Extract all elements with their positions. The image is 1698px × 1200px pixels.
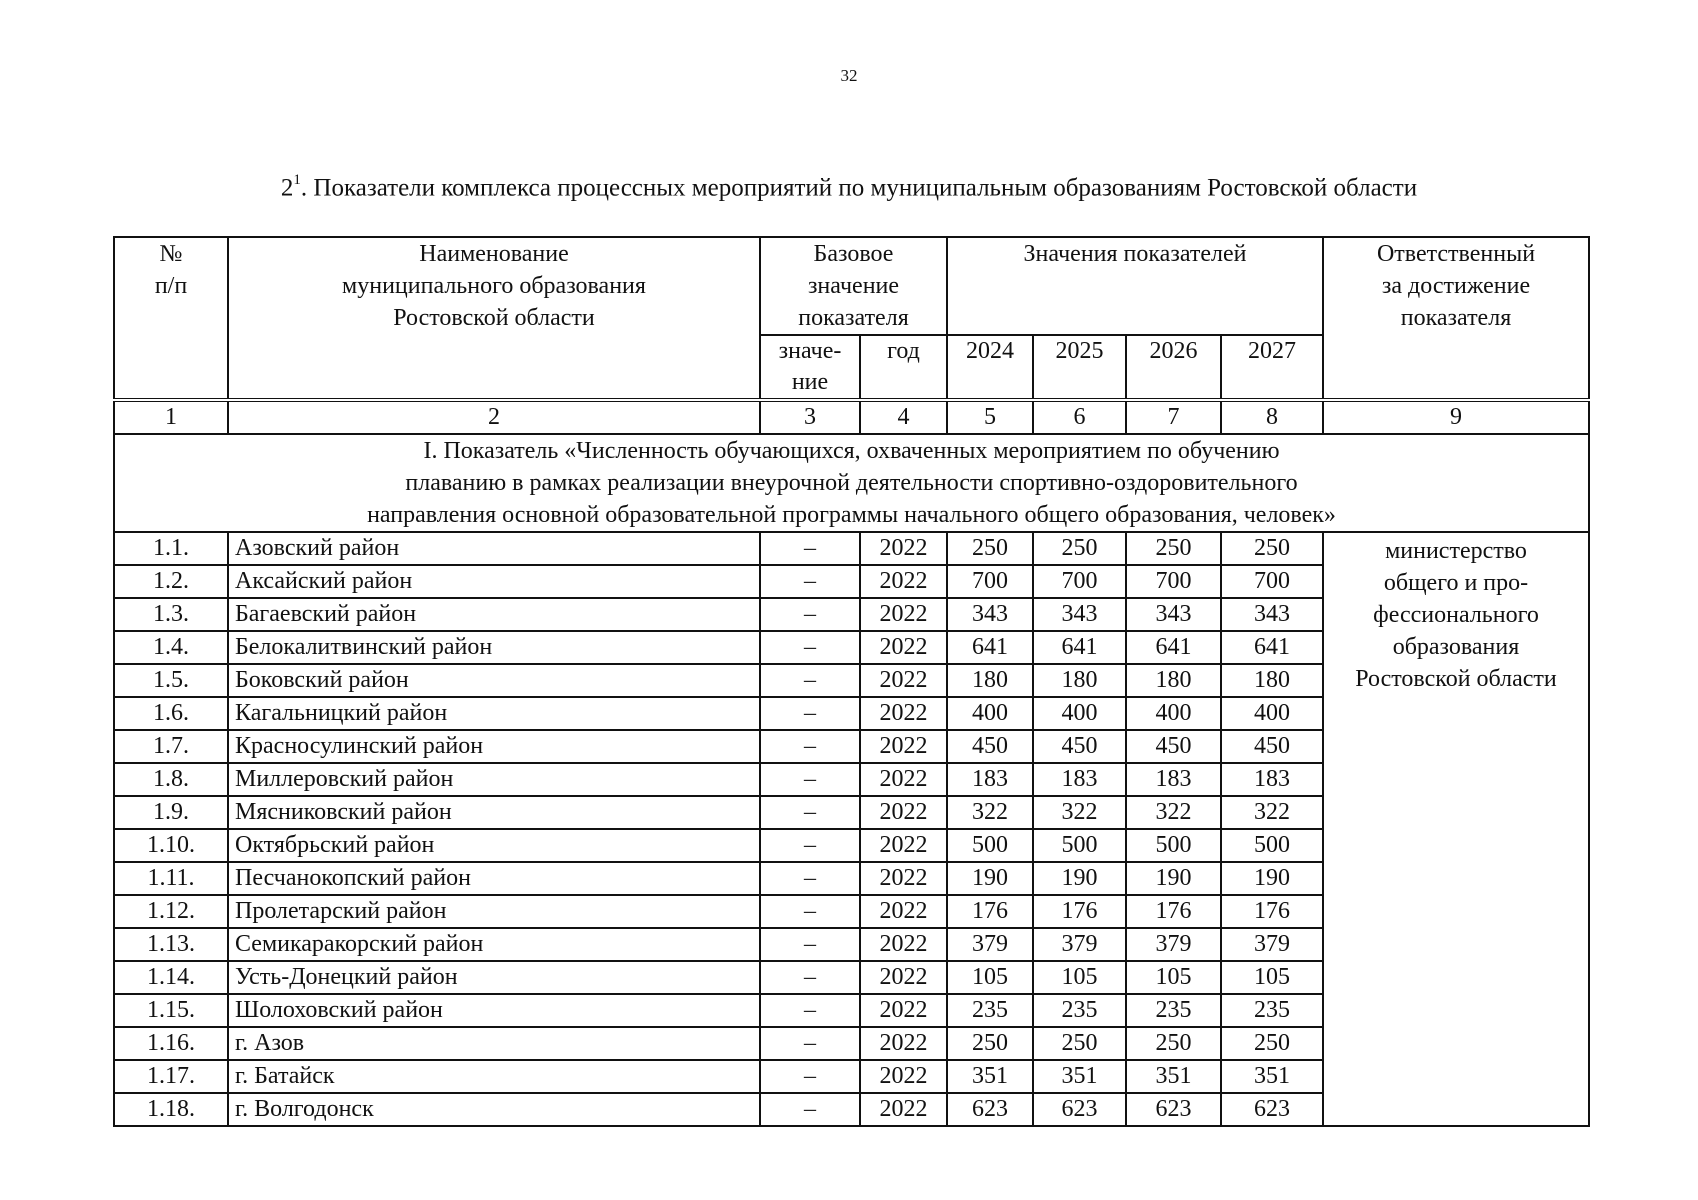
row-base-value-cell: – xyxy=(760,730,860,763)
row-value-2024-cell: 322 xyxy=(947,796,1033,829)
page-number: 32 xyxy=(840,66,858,85)
column-numbers-row xyxy=(114,400,1589,434)
header-responsible-cell xyxy=(1323,237,1589,400)
row-base-year-cell: 2022 xyxy=(860,1093,947,1126)
responsible-line1: министерство xyxy=(1385,538,1527,564)
row-value-2027-cell: 235 xyxy=(1221,994,1323,1027)
row-base-year-cell: 2022 xyxy=(860,631,947,664)
row-base-value-cell: – xyxy=(760,664,860,697)
section-heading-line2: плаванию в рамках реализации внеурочной деятельности спортивно-оздоровительного xyxy=(405,470,1298,496)
section-heading xyxy=(114,434,1589,532)
row-name-cell: г. Волгодонск xyxy=(228,1093,760,1126)
row-name-cell: Миллеровский район xyxy=(228,763,760,796)
row-base-value-cell: – xyxy=(760,928,860,961)
row-value-2024-cell: 235 xyxy=(947,994,1033,1027)
row-value-2026-cell: 379 xyxy=(1126,928,1221,961)
row-name-cell: Кагальницкий район xyxy=(228,697,760,730)
header-number-line2: п/п xyxy=(154,273,188,299)
row-value-2024-cell: 500 xyxy=(947,829,1033,862)
row-name-cell: Усть-Донецкий район xyxy=(228,961,760,994)
row-value-2024-cell: 700 xyxy=(947,565,1033,598)
header-responsible-line3: показателя xyxy=(1400,305,1512,331)
column-number: 6 xyxy=(1033,400,1126,434)
column-number: 9 xyxy=(1323,400,1589,434)
header-number-line1: № xyxy=(159,241,183,267)
row-name-cell: г. Батайск xyxy=(228,1060,760,1093)
row-value-2026-cell: 623 xyxy=(1126,1093,1221,1126)
row-number-cell: 1.16. xyxy=(114,1027,228,1060)
section-heading-line1: I. Показатель «Численность обучающихся, охваченных мероприятием по обучению xyxy=(423,438,1280,464)
row-number-cell: 1.5. xyxy=(114,664,228,697)
row-value-2026-cell: 343 xyxy=(1126,598,1221,631)
row-base-year-cell: 2022 xyxy=(860,961,947,994)
row-value-2024-cell: 623 xyxy=(947,1093,1033,1126)
row-value-2025-cell: 500 xyxy=(1033,829,1126,862)
row-value-2026-cell: 250 xyxy=(1126,532,1221,565)
table-body xyxy=(114,400,1589,1126)
row-name-cell: Белокалитвинский район xyxy=(228,631,760,664)
row-value-2027-cell: 700 xyxy=(1221,565,1323,598)
row-base-value-cell: – xyxy=(760,763,860,796)
responsible-line5: Ростовской области xyxy=(1355,666,1557,692)
header-year-2024: 2024 xyxy=(947,335,1033,400)
header-values-cell: Значения показателей xyxy=(947,237,1323,335)
row-number-cell: 1.6. xyxy=(114,697,228,730)
row-base-year-cell: 2022 xyxy=(860,697,947,730)
row-number-cell: 1.9. xyxy=(114,796,228,829)
row-name-cell: Багаевский район xyxy=(228,598,760,631)
row-value-2027-cell: 623 xyxy=(1221,1093,1323,1126)
row-number-cell: 1.2. xyxy=(114,565,228,598)
row-base-year-cell: 2022 xyxy=(860,532,947,565)
row-value-2027-cell: 176 xyxy=(1221,895,1323,928)
row-base-year-cell: 2022 xyxy=(860,829,947,862)
responsible-cell xyxy=(1323,532,1589,1126)
title-prefix: 2 xyxy=(280,174,294,202)
row-base-value-cell: – xyxy=(760,1093,860,1126)
row-name-cell: Песчанокопский район xyxy=(228,862,760,895)
row-value-2025-cell: 183 xyxy=(1033,763,1126,796)
row-base-value-cell: – xyxy=(760,1027,860,1060)
row-name-cell: г. Азов xyxy=(228,1027,760,1060)
row-name-cell: Азовский район xyxy=(228,532,760,565)
column-number: 7 xyxy=(1126,400,1221,434)
row-number-cell: 1.14. xyxy=(114,961,228,994)
row-base-value-cell: – xyxy=(760,994,860,1027)
header-name-line2: муниципального образования xyxy=(342,273,646,299)
title-text: . Показатели комплекса процессных мероприятий по муниципальным образованиям Ростовской области xyxy=(300,174,1418,202)
row-base-value-cell: – xyxy=(760,895,860,928)
row-base-value-cell: – xyxy=(760,829,860,862)
row-value-2025-cell: 379 xyxy=(1033,928,1126,961)
table-row xyxy=(114,532,1589,565)
row-value-2027-cell: 183 xyxy=(1221,763,1323,796)
row-value-2024-cell: 379 xyxy=(947,928,1033,961)
row-name-cell: Красносулинский район xyxy=(228,730,760,763)
row-value-2026-cell: 450 xyxy=(1126,730,1221,763)
row-base-value-cell: – xyxy=(760,1060,860,1093)
header-base-year-cell: год xyxy=(860,335,947,400)
row-base-year-cell: 2022 xyxy=(860,862,947,895)
column-number: 8 xyxy=(1221,400,1323,434)
row-base-year-cell: 2022 xyxy=(860,928,947,961)
row-value-2027-cell: 322 xyxy=(1221,796,1323,829)
row-value-2025-cell: 105 xyxy=(1033,961,1126,994)
row-number-cell: 1.3. xyxy=(114,598,228,631)
row-value-2027-cell: 379 xyxy=(1221,928,1323,961)
row-value-2027-cell: 343 xyxy=(1221,598,1323,631)
header-responsible-line1: Ответственный xyxy=(1376,241,1536,267)
row-base-value-cell: – xyxy=(760,862,860,895)
row-base-year-cell: 2022 xyxy=(860,565,947,598)
row-value-2025-cell: 641 xyxy=(1033,631,1126,664)
row-value-2024-cell: 343 xyxy=(947,598,1033,631)
column-number: 1 xyxy=(114,400,228,434)
row-name-cell: Мясниковский район xyxy=(228,796,760,829)
row-name-cell: Шолоховский район xyxy=(228,994,760,1027)
row-value-2027-cell: 250 xyxy=(1221,532,1323,565)
header-year-2025: 2025 xyxy=(1033,335,1126,400)
row-base-value-cell: – xyxy=(760,697,860,730)
indicators-table xyxy=(113,236,1590,1127)
header-name-line3: Ростовской области xyxy=(393,305,595,331)
row-number-cell: 1.11. xyxy=(114,862,228,895)
row-value-2025-cell: 235 xyxy=(1033,994,1126,1027)
row-number-cell: 1.18. xyxy=(114,1093,228,1126)
row-name-cell: Боковский район xyxy=(228,664,760,697)
row-value-2026-cell: 700 xyxy=(1126,565,1221,598)
row-name-cell: Октябрьский район xyxy=(228,829,760,862)
row-number-cell: 1.10. xyxy=(114,829,228,862)
row-value-2027-cell: 105 xyxy=(1221,961,1323,994)
row-base-year-cell: 2022 xyxy=(860,1060,947,1093)
row-value-2025-cell: 190 xyxy=(1033,862,1126,895)
section-heading-row xyxy=(114,434,1589,532)
column-number: 2 xyxy=(228,400,760,434)
row-value-2026-cell: 190 xyxy=(1126,862,1221,895)
row-number-cell: 1.8. xyxy=(114,763,228,796)
column-number: 4 xyxy=(860,400,947,434)
row-base-year-cell: 2022 xyxy=(860,994,947,1027)
row-value-2025-cell: 250 xyxy=(1033,1027,1126,1060)
row-value-2027-cell: 250 xyxy=(1221,1027,1323,1060)
row-value-2027-cell: 641 xyxy=(1221,631,1323,664)
column-number: 5 xyxy=(947,400,1033,434)
row-value-2024-cell: 641 xyxy=(947,631,1033,664)
row-base-value-cell: – xyxy=(760,598,860,631)
header-base-line2: значение xyxy=(807,273,900,299)
row-value-2024-cell: 400 xyxy=(947,697,1033,730)
row-base-year-cell: 2022 xyxy=(860,664,947,697)
header-year-2026: 2026 xyxy=(1126,335,1221,400)
row-value-2027-cell: 450 xyxy=(1221,730,1323,763)
row-base-year-cell: 2022 xyxy=(860,796,947,829)
row-base-year-cell: 2022 xyxy=(860,763,947,796)
header-number-cell xyxy=(114,237,228,400)
row-base-value-cell: – xyxy=(760,961,860,994)
column-number: 3 xyxy=(760,400,860,434)
row-name-cell: Пролетарский район xyxy=(228,895,760,928)
row-number-cell: 1.1. xyxy=(114,532,228,565)
row-value-2025-cell: 322 xyxy=(1033,796,1126,829)
row-value-2024-cell: 176 xyxy=(947,895,1033,928)
row-value-2024-cell: 250 xyxy=(947,532,1033,565)
responsible-line4: образования xyxy=(1392,634,1520,660)
header-responsible-line2: за достижение xyxy=(1381,273,1531,299)
header-name-line1: Наименование xyxy=(419,241,569,267)
header-name-cell xyxy=(228,237,760,400)
row-value-2025-cell: 180 xyxy=(1033,664,1126,697)
row-value-2026-cell: 400 xyxy=(1126,697,1221,730)
row-value-2026-cell: 641 xyxy=(1126,631,1221,664)
header-base-value-cell xyxy=(760,335,860,400)
row-value-2026-cell: 250 xyxy=(1126,1027,1221,1060)
row-value-2027-cell: 190 xyxy=(1221,862,1323,895)
header-base-line3: показателя xyxy=(798,305,909,331)
row-value-2024-cell: 183 xyxy=(947,763,1033,796)
row-value-2024-cell: 450 xyxy=(947,730,1033,763)
row-number-cell: 1.7. xyxy=(114,730,228,763)
header-row-top xyxy=(114,237,1589,335)
row-value-2024-cell: 180 xyxy=(947,664,1033,697)
row-base-year-cell: 2022 xyxy=(860,730,947,763)
row-base-value-cell: – xyxy=(760,631,860,664)
row-value-2026-cell: 351 xyxy=(1126,1060,1221,1093)
row-value-2025-cell: 400 xyxy=(1033,697,1126,730)
row-value-2024-cell: 190 xyxy=(947,862,1033,895)
row-value-2027-cell: 351 xyxy=(1221,1060,1323,1093)
row-value-2024-cell: 351 xyxy=(947,1060,1033,1093)
row-value-2025-cell: 623 xyxy=(1033,1093,1126,1126)
document-title xyxy=(0,174,1698,202)
row-value-2024-cell: 250 xyxy=(947,1027,1033,1060)
header-base-value-line1: значе- xyxy=(778,338,842,364)
row-base-value-cell: – xyxy=(760,532,860,565)
row-value-2025-cell: 450 xyxy=(1033,730,1126,763)
row-number-cell: 1.4. xyxy=(114,631,228,664)
row-value-2026-cell: 322 xyxy=(1126,796,1221,829)
row-base-value-cell: – xyxy=(760,565,860,598)
row-value-2026-cell: 235 xyxy=(1126,994,1221,1027)
header-base-line1: Базовое xyxy=(813,241,894,267)
row-base-year-cell: 2022 xyxy=(860,1027,947,1060)
row-value-2026-cell: 183 xyxy=(1126,763,1221,796)
row-value-2027-cell: 400 xyxy=(1221,697,1323,730)
row-value-2027-cell: 500 xyxy=(1221,829,1323,862)
header-base-cell xyxy=(760,237,947,335)
row-value-2025-cell: 351 xyxy=(1033,1060,1126,1093)
header-year-2027: 2027 xyxy=(1221,335,1323,400)
title-superscript: 1 xyxy=(293,172,301,188)
row-value-2026-cell: 176 xyxy=(1126,895,1221,928)
row-number-cell: 1.17. xyxy=(114,1060,228,1093)
responsible-line3: фессионального xyxy=(1373,602,1539,628)
row-number-cell: 1.12. xyxy=(114,895,228,928)
row-value-2025-cell: 250 xyxy=(1033,532,1126,565)
row-value-2026-cell: 105 xyxy=(1126,961,1221,994)
row-number-cell: 1.15. xyxy=(114,994,228,1027)
row-value-2024-cell: 105 xyxy=(947,961,1033,994)
row-number-cell: 1.13. xyxy=(114,928,228,961)
row-value-2025-cell: 343 xyxy=(1033,598,1126,631)
row-base-year-cell: 2022 xyxy=(860,598,947,631)
row-value-2026-cell: 500 xyxy=(1126,829,1221,862)
row-base-year-cell: 2022 xyxy=(860,895,947,928)
row-name-cell: Аксайский район xyxy=(228,565,760,598)
row-value-2026-cell: 180 xyxy=(1126,664,1221,697)
section-heading-line3: направления основной образовательной программы начального общего образования, человек» xyxy=(367,502,1336,528)
table-header xyxy=(114,237,1589,400)
row-value-2025-cell: 176 xyxy=(1033,895,1126,928)
row-value-2027-cell: 180 xyxy=(1221,664,1323,697)
responsible-line2: общего и про- xyxy=(1383,570,1529,596)
header-base-value-line2: ние xyxy=(791,369,829,395)
row-name-cell: Семикаракорский район xyxy=(228,928,760,961)
row-value-2025-cell: 700 xyxy=(1033,565,1126,598)
row-base-value-cell: – xyxy=(760,796,860,829)
